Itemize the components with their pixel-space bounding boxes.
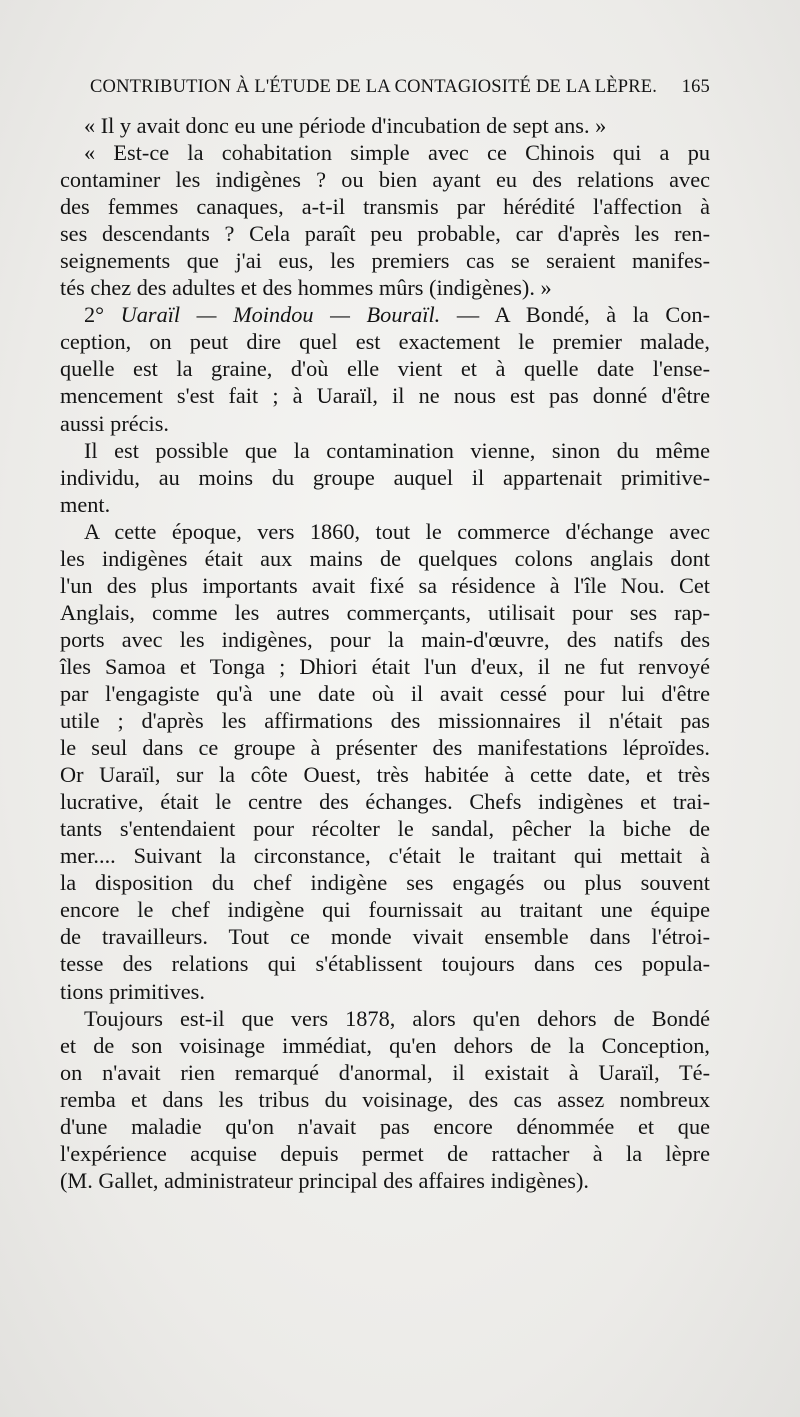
running-header [90, 77, 710, 98]
text-line: l'un des plus importants avait fixé sa résidence à l'île Nou. Cet [60, 572, 710, 598]
text-line: de travailleurs. Tout ce monde vivait ensemble dans l'étroi- [60, 924, 710, 950]
text-line: (M. Gallet, administrateur principal des affaires indigènes). [60, 1167, 589, 1193]
text-line [60, 301, 710, 328]
text-line: ception, on peut dire quel est exactement le premier malade, [60, 329, 710, 355]
text-line: quelle est la graine, d'où elle vient et à quelle date l'ense- [60, 356, 710, 382]
text-line: et de son voisinage immédiat, qu'en dehors de la Conception, [60, 1032, 710, 1058]
text-line: aussi précis. [60, 410, 169, 436]
text-line: ment. [60, 491, 111, 517]
body-text [60, 112, 710, 1194]
italic-heading: Uaraïl — Moindou — Bouraïl. [120, 302, 441, 328]
text-line: Toujours est-il que vers 1878, alors qu'en dehors de Bondé [84, 1005, 710, 1031]
running-title: CONTRIBUTION À L'ÉTUDE DE LA CONTAGIOSITÉ DE LA LÈPRE. [90, 77, 658, 97]
text-line: mer.... Suivant la circonstance, c'était le traitant qui mettait à [60, 843, 710, 869]
text-line: ports avec les indigènes, pour la main-d'œuvre, des natifs des [60, 626, 710, 652]
text-line: tés chez des adultes et des hommes mûrs (indigènes). » [60, 275, 552, 301]
text-line: des femmes canaques, a-t-il transmis par hérédité l'affection à [60, 194, 710, 220]
text-line: mencement s'est fait ; à Uaraïl, il ne nous est pas donné d'être [60, 383, 710, 409]
text-line: tesse des relations qui s'établissent toujours dans ces popula- [60, 951, 710, 977]
text-line: on n'avait rien remarqué d'anormal, il existait à Uaraïl, Té- [60, 1059, 710, 1085]
text-line: Or Uaraïl, sur la côte Ouest, très habitée à cette date, et très [60, 762, 710, 788]
text-line: lucrative, était le centre des échanges. Chefs indigènes et trai- [60, 789, 710, 815]
text-line: Anglais, comme les autres commerçants, utilisait pour ses rap- [60, 599, 710, 625]
text-line: tions primitives. [60, 978, 205, 1004]
text-line: seignements que j'ai eus, les premiers cas se seraient manifes- [60, 248, 710, 274]
text-segment: — A Bondé, à la Con- [440, 302, 710, 328]
text-line: Il est possible que la contamination vienne, sinon du même [84, 437, 710, 463]
text-line: encore le chef indigène qui fournissait au traitant une équipe [60, 897, 710, 923]
text-line: les indigènes était aux mains de quelques colons anglais dont [60, 545, 710, 571]
text-line: tants s'entendaient pour récolter le sandal, pêcher la biche de [60, 816, 710, 842]
text-line: contaminer les indigènes ? ou bien ayant eu des relations avec [60, 167, 710, 193]
page-number: 165 [681, 77, 710, 97]
text-line: « Est-ce la cohabitation simple avec ce Chinois qui a pu [84, 140, 710, 166]
text-line: remba et dans les tribus du voisinage, des cas assez nombreux [60, 1086, 710, 1112]
text-line: « Il y avait donc eu une période d'incubation de sept ans. » [84, 113, 607, 138]
text-line: ses descendants ? Cela paraît peu probable, car d'après les ren- [60, 221, 710, 247]
text-line: utile ; d'après les affirmations des missionnaires il n'était pas [60, 708, 710, 734]
text-segment: 2° [84, 302, 121, 328]
text-line: îles Samoa et Tonga ; Dhiori était l'un d'eux, il ne fut renvoyé [60, 653, 710, 679]
text-line: l'expérience acquise depuis permet de rattacher à la lèpre [60, 1140, 710, 1166]
text-line: la disposition du chef indigène ses engagés ou plus souvent [60, 870, 710, 896]
text-line: A cette époque, vers 1860, tout le commerce d'échange avec [84, 518, 710, 544]
text-line: le seul dans ce groupe à présenter des manifestations léproïdes. [60, 735, 710, 761]
text-line: individu, au moins du groupe auquel il appartenait primitive- [60, 464, 710, 490]
text-line: d'une maladie qu'on n'avait pas encore dénommée et que [60, 1113, 710, 1139]
text-line: par l'engagiste qu'à une date où il avait cessé pour lui d'être [60, 680, 710, 706]
